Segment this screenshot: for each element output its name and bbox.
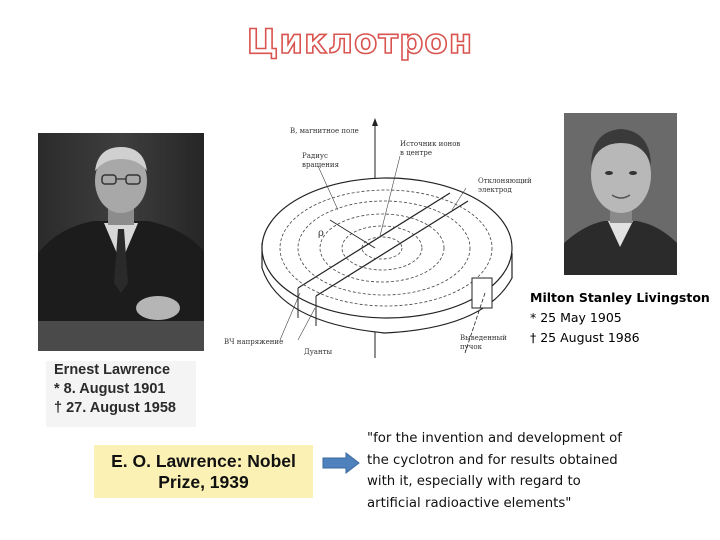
beam-label-line1: Выведенный [460, 334, 507, 342]
ion-source-label-line1: Источник ионов [400, 140, 461, 148]
ion-source-label-line2: в центре [400, 149, 432, 157]
deflecting-electrode [472, 278, 492, 308]
radius-label-line2: вращения [302, 161, 339, 169]
radius-label-line1: Радиус [302, 152, 328, 160]
livingston-caption [530, 288, 715, 348]
lawrence-birth: * 8. August 1901 [54, 381, 166, 397]
magnetic-field-label: B, магнитное поле [290, 127, 359, 135]
deflector-label-line2: электрод [478, 186, 512, 194]
ernest-lawrence-photo [38, 133, 204, 351]
lawrence-name: Ernest Lawrence [54, 362, 171, 378]
livingston-name: Milton Stanley Livingston [530, 290, 710, 305]
lawrence-caption [46, 361, 196, 427]
nobel-citation-quote [367, 428, 667, 514]
rho-label: ρ [318, 228, 324, 239]
quote-line: with it, especially with regard to [367, 474, 581, 489]
beam-label-line2: пучок [460, 343, 483, 351]
quote-line: the cyclotron and for results obtained [367, 452, 618, 468]
nobel-line-2: Prize, 1939 [158, 471, 249, 492]
lawrence-death: † 27. August 1958 [54, 400, 176, 416]
nobel-prize-box [94, 445, 313, 498]
nobel-line-1: E. O. Lawrence: Nobel [111, 450, 296, 471]
milton-livingston-photo [564, 113, 677, 275]
quote-line: "for the invention and development of [367, 431, 622, 446]
livingston-birth: * 25 May 1905 [530, 310, 622, 325]
quote-line: artificial radioactive elements" [367, 495, 572, 511]
cyclotron-diagram [220, 118, 540, 368]
dees-label: Дуанты [304, 348, 333, 356]
deflector-label-line1: Отклоняющий [478, 177, 532, 185]
right-arrow-icon [322, 452, 360, 474]
rf-voltage-label: ВЧ напряжение [224, 338, 284, 346]
livingston-death: † 25 August 1986 [530, 330, 640, 345]
page-title: Циклотрон [246, 22, 474, 62]
axis-arrow-icon [372, 118, 378, 126]
